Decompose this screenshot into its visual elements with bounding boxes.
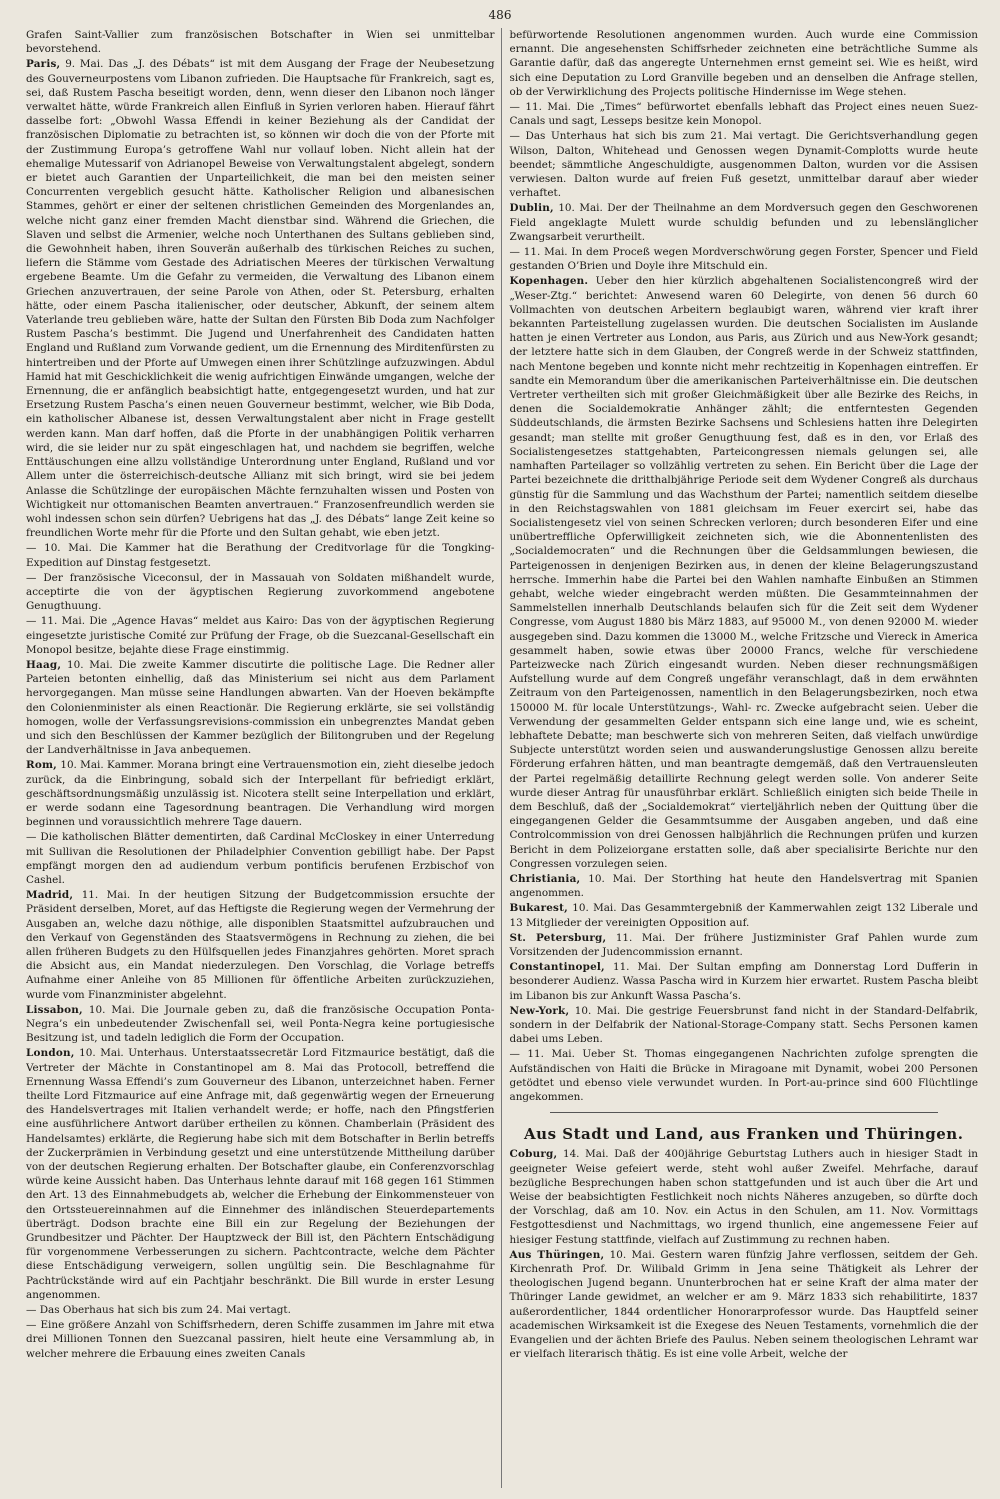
dateline-place: Rom, (26, 759, 57, 772)
dateline-place: Kopenhagen. (509, 275, 589, 288)
article-paragraph (510, 28, 979, 99)
article-paragraph (510, 1004, 979, 1047)
article-text: 10. Mai. Die zweite Kammer discutirte die politische Lage. Die Redner aller Parteien betonten einhellig, daß das Ministerium sei nicht aus dem Parlament hervorgegangen. Man müsse seine Handlungen abwarten. Van der Hoeven bekämpfte den Colonienminister als einen Reactionär. Die Regierung erklärte, sie sei vollständig homogen, wolle der Verfassungsrevisions-commission ein unbegrenztes Mandat geben und sich den Beschlüssen der Kammer bezüglich der Bilitongruben und der Regelung der Landverhältnisse in Java anbequemen. (26, 658, 495, 757)
dateline-place: Haag, (26, 658, 62, 671)
article-paragraph (26, 758, 495, 829)
right-column (501, 28, 979, 1488)
article-text: 10. Mai. Der Storthing hat heute den Handelsvertrag mit Spanien angenommen. (509, 872, 978, 900)
article-text: — Die katholischen Blätter dementirten, daß Cardinal McCloskey in einer Unterredung mit Sullivan die Resolutionen der Philadelphier Convention gebilligt habe. Der Papst empfängt morgen den ad audiendum verbum pontificis berufenen Erzbischof von Cashel. (26, 831, 495, 886)
article-paragraph (510, 1047, 979, 1104)
dateline-place: New-York, (509, 1004, 570, 1017)
article-paragraph (26, 1046, 495, 1302)
article-text: Grafen Saint-Vallier zum französischen Botschafter in Wien sei unmittelbar bevorstehend. (26, 29, 495, 56)
article-paragraph (26, 1303, 495, 1317)
article-text: befürwortende Resolutionen angenommen wurden. Auch wurde eine Commission ernannt. Die angesehensten Schiffsrheder zeichneten eine beträchtliche Summe als Garantie dafür, daß das angeregte Unternehmen ernst gemeint sei. Wie es heißt, wird sich eine Deputation zu Lord Granville begeben und an denselben die Anfrage stellen, ob der Verwirklichung des Projects politische Hindernisse im Wege stehen. (509, 29, 978, 98)
article-paragraph (26, 614, 495, 657)
dateline-place: Constantinopel, (509, 961, 605, 974)
dateline-place: Lissabon, (26, 1003, 83, 1016)
left-column (26, 28, 501, 1488)
article-text: 10. Mai. Die gestrige Feuersbrunst fand nicht in der Standard-Delfabrik, sondern in der Delfabrik der National-Storage-Company statt. Sechs Personen kamen dabei ums Leben. (509, 1004, 978, 1046)
dateline-place: Christiania, (509, 872, 581, 885)
article-paragraph (510, 901, 979, 929)
article-paragraph (26, 888, 495, 1002)
article-paragraph (510, 245, 979, 273)
article-text: 9. Mai. Das „J. des Débats“ ist mit dem Ausgang der Frage der Neubesetzung des Gouverneurpostens vom Libanon zufrieden. Die Hauptsache für Frankreich, sagt es, sei, daß Rustem Pascha beseitigt worden, denn, wenn dieser den Libanon noch länger verwaltet hätte, würde Frankreich allen Einfluß in Syrien verloren haben. Hierauf fährt dasselbe fort: „Obwohl Wassa Effendi in keiner Beziehung als der Candidat der französischen Diplomatie zu betrachten ist, so können wir doch die von der Pforte mit der Zustimmung Europa’s getroffene Wahl nur vollauf loben. Nicht allein hat der ehemalige Mutessarif von Adrianopel Beweise von Verwaltungstalent abgelegt, sondern er bietet auch Garantien der Unparteilichkeit, die man bei den meisten seiner Concurrenten vergeblich gesucht hätte. Katholischer Religion und albanesischen Stammes, gehört er einer der seltenen christlichen Gemeinden des Morgenlandes an, welche nicht ganz einer fremden Macht dienstbar sind. Während die Griechen, die Slaven und selbst die Armenier, welche noch Unterthanen des Sultans geblieben sind, die Gewohnheit haben, ihren Souverän außerhalb des türkischen Reiches zu suchen, liefern die Stämme vom Gestade des Adriatischen Meeres der türkischen Verwaltung ergebene Beamte. Um die Gefahr zu vermeiden, die Verwaltung des Libanon einem Griechen anzuvertrauen, der seine Parole von Athen, oder St. Petersburg, erhalten hätte, oder einem Pascha italienischer, oder deutscher, Abkunft, der seinem altem Vaterlande treu geblieben wäre, hatte der Sultan den Fürsten Bib Doda zum Nachfolger Rustem Pascha’s bestimmt. Die Jugend und Unerfahrenheit des Candidaten hatten England und Rußland zum Vorwande gedient, um die Ernennung des Mirditenfürsten zu hintertreiben und der Pforte auf Umwegen einen ihrer Schützlinge aufzuzwingen. Abdul Hamid hat mit Geschicklichkeit die wenig aufrichtigen Einwände umgangen, welche der Ernennung, die er anfänglich beabsichtigt hatte, entgegengesetzt wurden, und hat zur Ersetzung Rustem Pascha’s einen neuen Gouverneur bestimmt, welcher, wie Bib Doda, ein katholischer Albanese ist, dessen Verwaltungstalent aber nicht in Frage gestellt werden kann. Man darf hoffen, daß die Pforte in der unabhängigen Politik verharren wird, die sie leider nur zu spät eingeschlagen hat, und nachdem sie begriffen, welche Enttäuschungen eine allzu vollständige Unterordnung unter England, Rußland und vor Allem unter die österreichisch-deutsche Allianz mit sich bringt, wird sie bei jedem Anlasse die Schützlinge der europäischen Mächte fernzuhalten wissen und Posten von Wichtigkeit nur ottomanischen Beamten anvertrauen.“ Franzosenfreundlich werden sie wohl indessen schon sein dürfen? Uebrigens hat das „J. des Débats“ lange Zeit keine so freundlichen Worte mehr für die Pforte und den Sultan gehabt, wie eben jetzt. (26, 58, 495, 540)
article-paragraph (26, 830, 495, 887)
article-paragraph (510, 960, 979, 1003)
article-text: 10. Mai. Kammer. Morana bringt eine Vertrauensmotion ein, zieht dieselbe jedoch zurück, da die Einbringung, sobald sich der Interpellant für befriedigt erklärt, geschäftsordnungsmäßig unzulässig ist. Nicotera stellt seine Interpellation und erklärt, er werde sodann eine Tagesordnung beantragen. Die Verhandlung wird morgen beginnen und voraussichtlich mehrere Tage dauern. (26, 759, 495, 829)
article-text: 10. Mai. Das Gesammtergebniß der Kammerwahlen zeigt 132 Liberale und 13 Mitglieder der vereinigten Opposition auf. (509, 902, 978, 929)
article-text: — Eine größere Anzahl von Schiffsrhedern, deren Schiffe zusammen im Jahre mit etwa drei Millionen Tonnen den Suezcanal passiren, hielt heute eine Versammlung ab, in welcher mehrere die Erbauung eines zweiten Canals (26, 1319, 495, 1360)
article-text: 14. Mai. Daß der 400jährige Geburtstag Luthers auch in hiesiger Stadt in geeigneter Weise gefeiert werde, steht wohl außer Zweifel. Mehrfache, darauf bezügliche Besprechungen haben schon stattgefunden und ist auch über die Art und Weise der beabsichtigten Festlichkeit noch nichts Näheres anzugeben, so dürfte doch der Vorschlag, daß am 10. Nov. ein Actus in den Schulen, am 11. Nov. Vormittags Festgottesdienst und Nachmittags, wo irgend thunlich, eine angemessene Feier auf hiesiger Festung stattfinde, vielfach auf Zustimmung zu rechnen haben. (509, 1148, 978, 1246)
article-paragraph (510, 129, 979, 200)
article-text: 10. Mai. Unterhaus. Unterstaatssecretär Lord Fitzmaurice bestätigt, daß die Vertreter der Mächte in Constantinopel am 8. Mai das Protocoll, betreffend die Ernennung Wassa Effendi’s zum Gouverneur des Libanon, unterzeichnet haben. Ferner theilte Lord Fitzmaurice auf eine Anfrage mit, daß gegenwärtig wegen der Erneuerung des Handelsvertrages mit Italien verhandelt werde; er hoffe, nach den Pfingstferien eine ausführlichere Antwort darüber ertheilen zu können. Chamberlain (Präsident des Handelsamtes) erklärte, die Regierung habe sich mit dem Botschafter in Berlin betreffs der Zuckerprämien in Verbindung gesetzt und eine unterstützende Mittheilung darüber von der deutschen Regierung erhalten. Der Botschafter glaube, ein Conferenzvorschlag würde keine Aussicht haben. Das Unterhaus lehnte darauf mit 168 gegen 161 Stimmen den Art. 13 des Einnahmebudgets ab, welcher die Erhebung der Einkommensteuer von den Ortssteuereinnahmen auf die Einnehmer des inländischen Steuerdepartements überträgt. Dodson brachte eine Bill ein zur Regelung der Beziehungen der Grundbesitzer und Pächter. Der Hauptzweck der Bill ist, den Pächtern Entschädigung für vorgenommene Verbesserungen zu sichern. Pachtcontracte, welche dem Pächter diese Entschädigung verweigern, sollen ungültig sein. Die Beschlagnahme für Pachtrückstände wird auf ein Pachtjahr beschränkt. Die Bill wurde in erster Lesung angenommen. (26, 1047, 495, 1301)
dateline-place: Madrid, (26, 889, 74, 902)
dateline-place: St. Petersburg, (509, 931, 607, 944)
dateline-place: Paris, (26, 58, 61, 71)
section-divider (550, 1112, 939, 1113)
article-paragraph (26, 541, 495, 569)
article-text: 11. Mai. Der frühere Justizminister Graf Pahlen wurde zum Vorsitzenden der Judencommission ernannt. (509, 931, 978, 958)
dateline-place: Bukarest, (509, 902, 568, 915)
article-paragraph (510, 201, 979, 244)
article-paragraph (26, 658, 495, 757)
article-text: 10. Mai. Die Journale geben zu, daß die französische Occupation Ponta-Negra’s ein unbedeutender Zwischenfall sei, weil Ponta-Negra keine portugiesische Besitzung ist, und tadeln lediglich die Form der Occupation. (26, 1003, 495, 1045)
article-paragraph (26, 1318, 495, 1361)
article-text: 10. Mai. Gestern waren fünfzig Jahre verflossen, seitdem der Geh. Kirchenrath Prof. Dr. Wilibald Grimm in Jena seine Thätigkeit als Lehrer der theologischen Jugend begann. Ununterbrochen hat er seine Kraft der alma mater der Thüringer Lande gewidmet, an welcher er am 9. März 1833 sich rehabilitirte, 1837 außerordentlicher, 1844 ordentlicher Honorarprofessor wurde. Das Hauptfeld seiner academischen Wirksamkeit ist die Exegese des Neuen Testaments, vornehmlich die der Evangelien und der ächten Briefe des Paulus. Neben seinem theologischen Lehramt war er vielfach literarisch thätig. Es ist eine volle Arbeit, welche der (509, 1248, 978, 1361)
article-text: — 11. Mai. Ueber St. Thomas eingegangenen Nachrichten zufolge sprengten die Aufständischen von Haiti die Brücke in Miragoane mit Dynamit, wobei 200 Personen getödtet und ebenso viele verwundet wurden. In Port-au-prince sind 600 Flüchtlinge angekommen. (509, 1048, 978, 1104)
article-paragraph (26, 57, 495, 540)
article-text: 11. Mai. In der heutigen Sitzung der Budgetcommission ersuchte der Präsident derselben, Moret, auf das Heftigste die Regierung wegen der Vermehrung der Ausgaben an, welche dazu nöthige, alle disponiblen Staatsmittel aufzubrauchen und den Verkauf von Gegenständen des Staatsvermögens in Rechnung zu ziehen, die bei allen früheren Budgets zu den Hülfsquellen jedes Finanzjahres gehörten. Moret sprach die Absicht aus, ein Mandat niederzulegen. Den Vorschlag, die Vorlage betreffs Aufnahme einer Anleihe von 85 Millionen für öffentliche Arbeiten zurückzuziehen, wurde vom Finanzminister abgelehnt. (26, 889, 495, 1001)
article-paragraph (26, 28, 495, 56)
article-paragraph (510, 872, 979, 900)
dateline-place: Aus Thüringen, (509, 1248, 605, 1261)
article-text: — Das Unterhaus hat sich bis zum 21. Mai vertagt. Die Gerichtsverhandlung gegen Wilson, Dalton, Whitehead und Genossen wegen Dynamit-Complotts wurde heute beendet; sämmtliche Angeschuldigte, ausgenommen Dalton, wurden vor die Assisen verwiesen. Dalton wurde auf freien Fuß gesetzt, unmittelbar darauf aber wieder verhaftet. (509, 130, 978, 200)
article-text: — 11. Mai. In dem Proceß wegen Mordverschwörung gegen Forster, Spencer und Field gestanden O’Brien und Doyle ihre Mitschuld ein. (509, 246, 978, 273)
dateline-place: Coburg, (509, 1148, 558, 1161)
article-paragraph (510, 931, 979, 959)
section-heading: Aus Stadt und Land, aus Franken und Thüringen. (524, 1125, 964, 1144)
page-number: 486 (488, 8, 512, 22)
columns (26, 28, 978, 1488)
article-paragraph (510, 1248, 979, 1362)
article-paragraph (26, 571, 495, 614)
article-text: Ueber den hier kürzlich abgehaltenen Socialistencongreß wird der „Weser-Ztg.“ berichtet: Anwesend waren 60 Delegirte, von denen 56 durch 60 Vollmachten von deutschen Arbeitern beglaubigt waren, während vier kraft ihrer bekannten Parteistellung zugelassen wurden. Die deutschen Socialisten im Auslande hatten je einen Vertreter aus London, aus Paris, aus Zürich und aus New-York gesandt; der letztere hatte sich in dem Glauben, der Congreß werde in der Schweiz stattfinden, nach Mentone begeben und konnte nicht mehr rechtzeitig in Kopenhagen eintreffen. Er sandte ein Memorandum über die amerikanischen Parteiverhältnisse ein. Die deutschen Vertreter vertheilten sich mit großer Gleichmäßigkeit über alle Bezirke des Reichs, in denen die Socialdemokratie Anhänger zählt; die entferntesten Gegenden Süddeutschlands, die ärmsten Bezirke Sachsens und Schlesiens hatten ihre Delegirten gesandt; man stellte mit großer Genugthuung fest, daß es in den, vor Erlaß des Socialistengesetzes stattgehabten, Parteicongressen niemals gelungen sei, alle namhaften Parteilager so vollzählig vertreten zu sehen. Ein Bericht über die Lage der Partei bezeichnete die dritthalbjährige Periode seit dem Wydener Congreß als durchaus günstig für die Sammlung und das Wachsthum der Partei; namentlich seitdem dieselbe in den Reichstagswahlen von 1881 gleichsam im Feuer exercirt sei, habe das Socialistengesetz viel von seinen Schrecken verloren; durch besonderen Eifer und eine unübertreffliche Opferwilligkeit zeichneten sich, wie die Abonnentenlisten des „Socialdemocraten“ und die Rechnungen über die Geldsammlungen bewiesen, die Parteigenossen in denjenigen Bezirken aus, in denen der kleine Belagerungszustand herrsche. Immerhin habe die Partei bei den Wahlen namhafte Einbußen an Stimmen gehabt, welche wieder eingebracht werden müßten. Die Gesammteinnahmen der Sammelstellen innerhalb Deutschlands belaufen sich für die Zeit seit dem Wydener Congresse, vom August 1880 bis März 1883, auf 95000 M., von denen 92000 M. wieder ausgegeben sind. Dazu kommen die 13000 M., welche Fritzsche und Viereck in America gesammelt haben, sowie etwas über 20000 Francs, welche für verschiedene Parteizwecke nach Zürich eingesandt wurden. Neben dieser rechnungsmäßigen Aufstellung wurde auf dem Congreß ungefähr veranschlagt, daß in dem erwähnten Zeitraum von den Parteigenossen, namentlich in den Belagerungsbezirken, noch etwa 150000 M. für locale Unterstützungs-, Wahl- rc. Zwecke aufgebracht seien. Ueber die Verwendung der gesammelten Gelder entspann sich eine lange und, wie es scheint, lebhaftete Debatte; man beschwerte sich von mehreren Seiten, daß vielfach unwürdige Subjecte unterstützt worden seien und auswanderungslustige Genossen allzu bereite Förderung erfahren hätten, und man beantragte demgemäß, daß den Vertrauensleuten der Partei regelmäßig detaillirte Rechnung gelegt werden solle. Von anderer Seite wurde dieser Antrag für unausführbar erklärt. Schließlich einigten sich beide Theile in dem Beschluß, daß der „Socialdemokrat“ vierteljährlich neben der Quittung über die eingegangenen Gelder die Gesammtsumme der Ausgaben angeben, und daß eine Controlcommission von drei Genossen halbjährlich die Rechnungen prüfen und kurzen Bericht in dem Polizeiorgane erstatten solle, daß aber specialisirte Berichte nur den Congressen vorzulegen seien. (509, 275, 978, 870)
article-text: — Das Oberhaus hat sich bis zum 24. Mai vertagt. (26, 1304, 291, 1317)
article-text: — Der französische Viceconsul, der in Massauah von Soldaten mißhandelt wurde, acceptirte die von der ägyptischen Regierung zuvorkommend angebotene Genugthuung. (26, 571, 495, 613)
article-paragraph (510, 1147, 979, 1246)
article-paragraph (26, 1003, 495, 1046)
article-text: — 10. Mai. Die Kammer hat die Berathung der Creditvorlage für die Tongking-Expedition auf Dinstag festgesetzt. (26, 542, 495, 569)
article-text: — 11. Mai. Die „Times“ befürwortet ebenfalls lebhaft das Project eines neuen Suez-Canals und sagt, Lesseps besitze kein Monopol. (509, 101, 978, 128)
dateline-place: Dublin, (509, 202, 554, 215)
article-text: — 11. Mai. Die „Agence Havas“ meldet aus Kairo: Das von der ägyptischen Regierung eingesetzte juristische Comité zur Prüfung der Frage, ob die Suezcanal-Gesellschaft ein Monopol besitze, bejahte diese Frage einstimmig. (26, 615, 495, 656)
article-paragraph (510, 274, 979, 871)
article-text: 10. Mai. Der der Theilnahme an dem Mordversuch gegen den Geschworenen Field angeklagte Mulett wurde schuldig befunden und zu lebenslänglicher Zwangsarbeit verurtheilt. (509, 202, 978, 243)
article-text: 11. Mai. Der Sultan empfing am Donnerstag Lord Dufferin in besonderer Audienz. Wassa Pascha wird in Kurzem hier erwartet. Rustem Pascha bleibt im Libanon bis zur Ankunft Wassa Pascha’s. (509, 961, 978, 1002)
article-paragraph (510, 100, 979, 128)
dateline-place: London, (26, 1047, 75, 1060)
